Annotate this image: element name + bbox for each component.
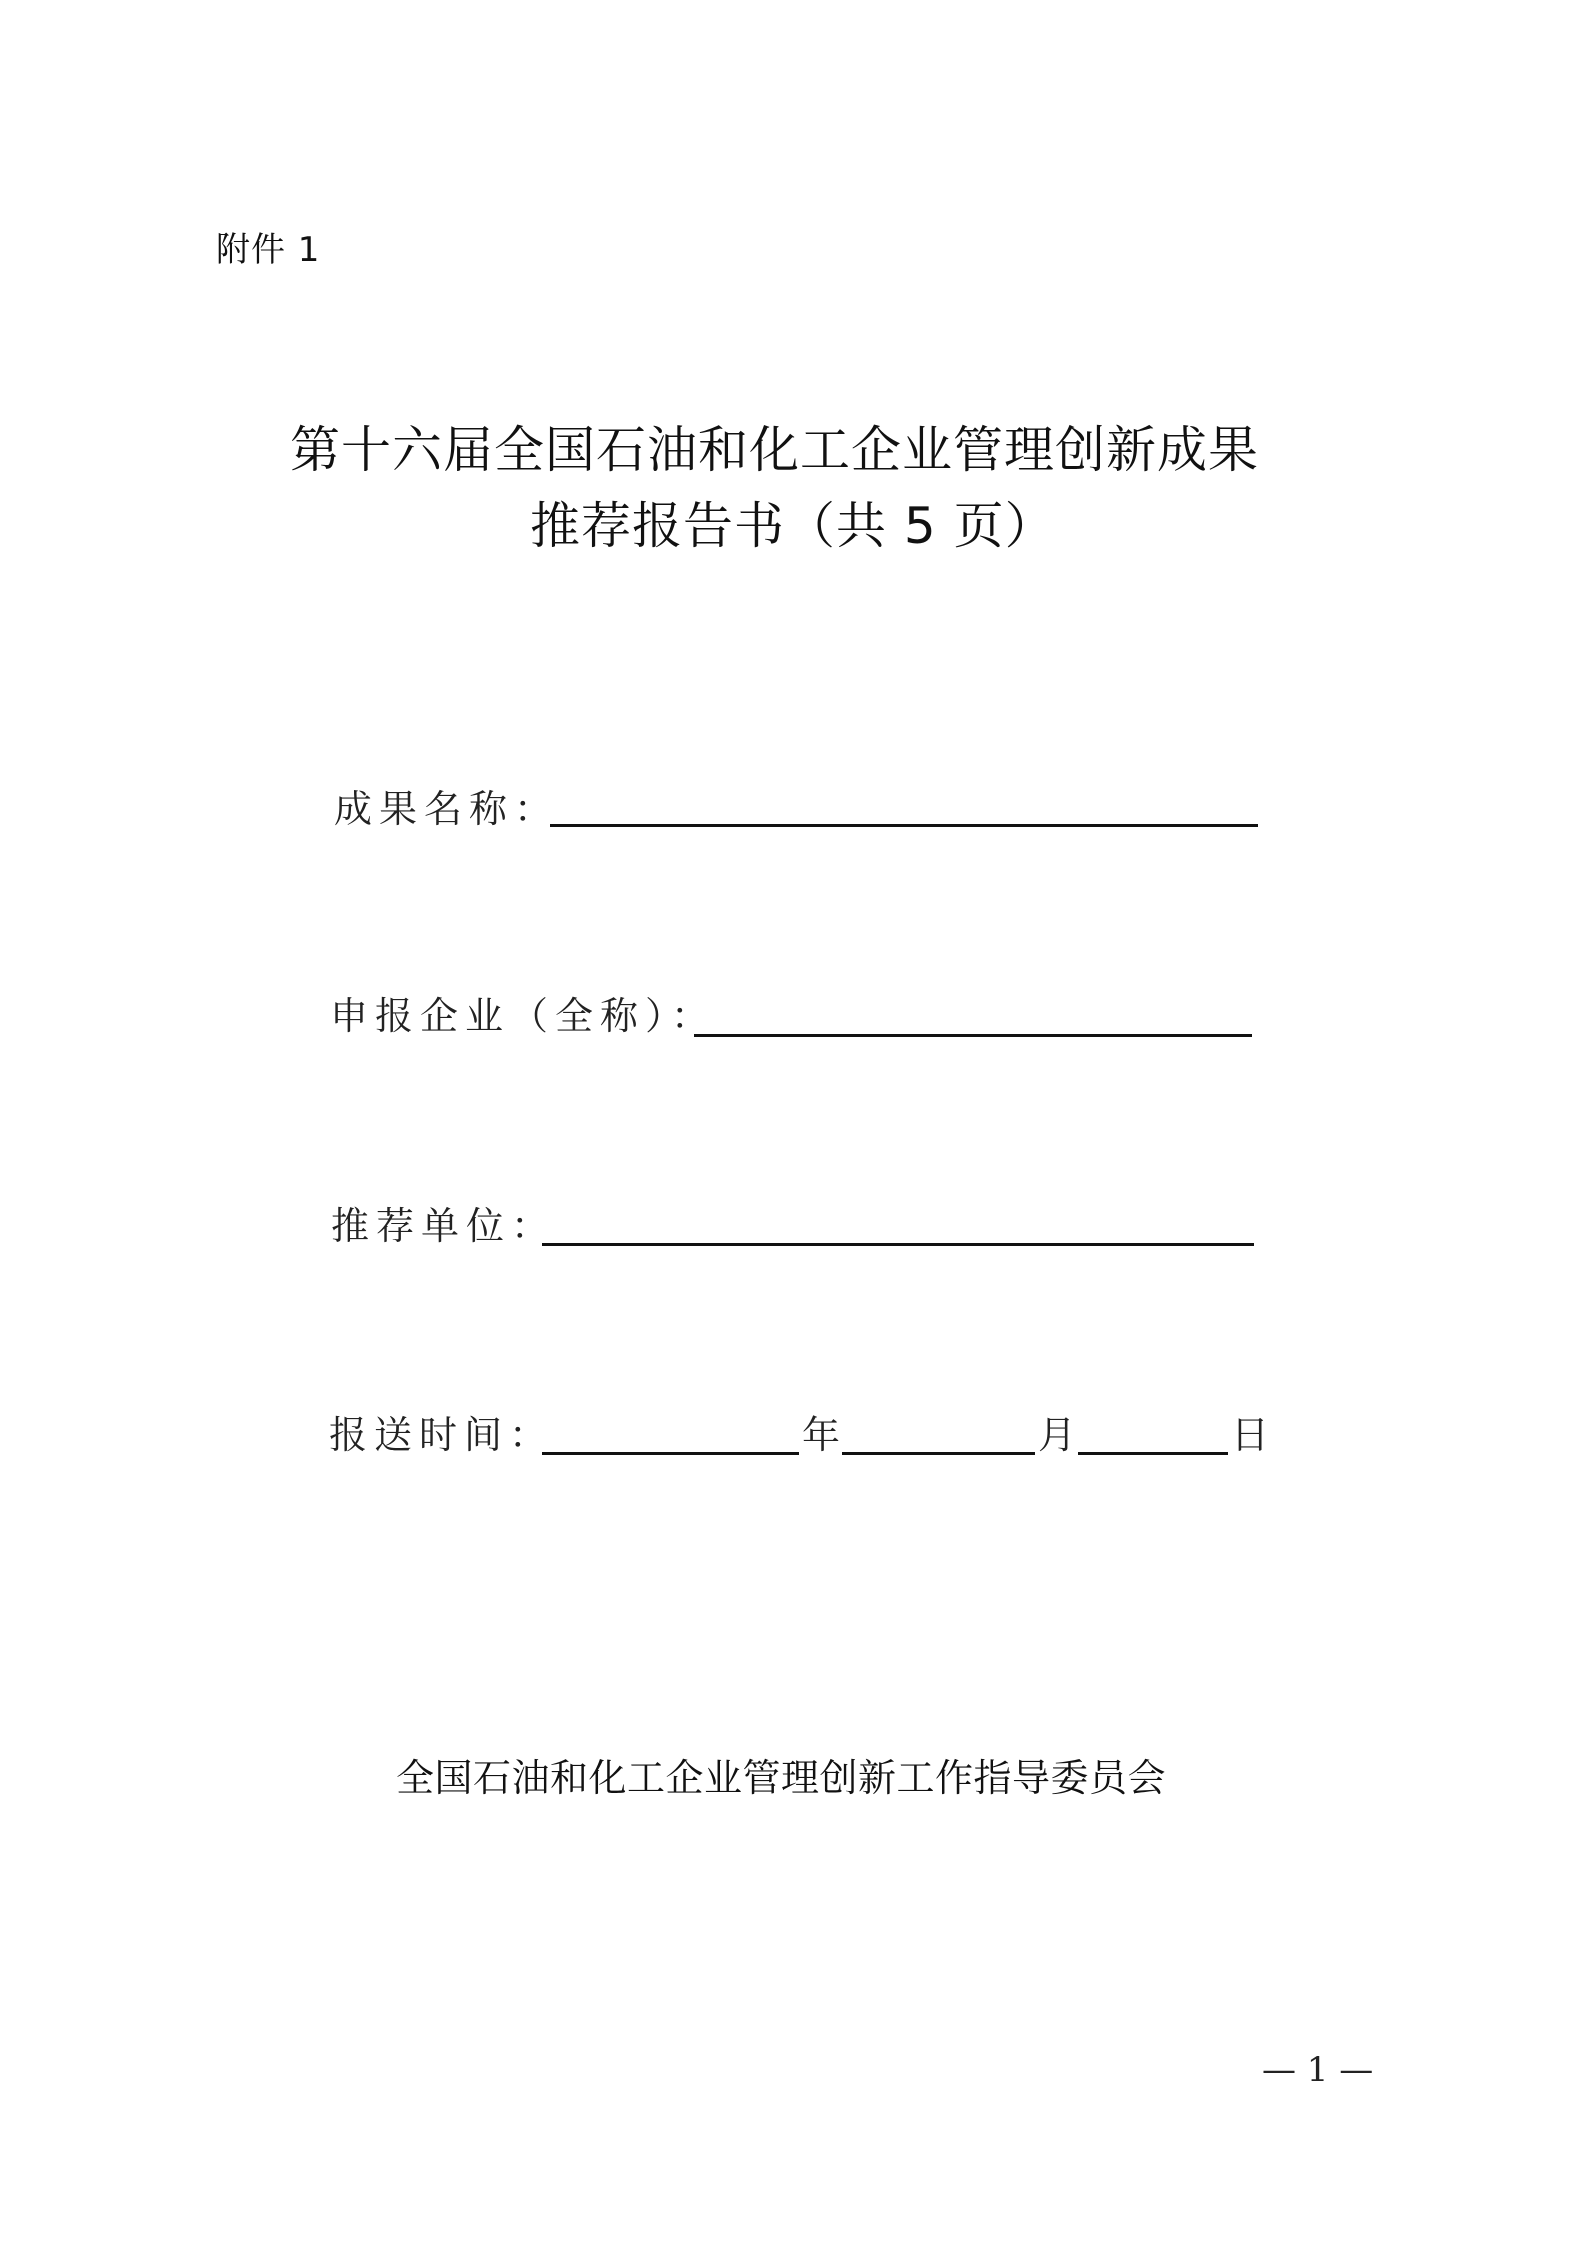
recommender-underline <box>542 1243 1254 1246</box>
submission-day-unit: 日 <box>1231 1413 1270 1457</box>
document-title-line-1: 第十六届全国石油和化工企业管理创新成果 <box>290 421 1259 479</box>
attachment-label: 附件 1 <box>216 230 321 270</box>
submission-year-underline <box>542 1452 799 1455</box>
committee-name: 全国石油和化工企业管理创新工作指导委员会 <box>396 1756 1167 1800</box>
page-number: — 1 — <box>1262 2050 1374 2090</box>
achievement-name-label: 成果名称： <box>334 787 560 831</box>
achievement-name-underline <box>550 824 1258 827</box>
submission-month-unit: 月 <box>1038 1413 1077 1457</box>
applicant-underline <box>694 1034 1252 1037</box>
submission-year-unit: 年 <box>802 1413 841 1457</box>
submission-time-label: 报送时间： <box>329 1413 555 1457</box>
document-title-line-2: 推荐报告书（共 5 页） <box>530 497 1056 555</box>
recommender-label: 推荐单位： <box>331 1204 557 1248</box>
submission-month-underline <box>842 1452 1035 1455</box>
applicant-label: 申报企业（全称）： <box>330 994 717 1038</box>
submission-day-underline <box>1078 1452 1228 1455</box>
